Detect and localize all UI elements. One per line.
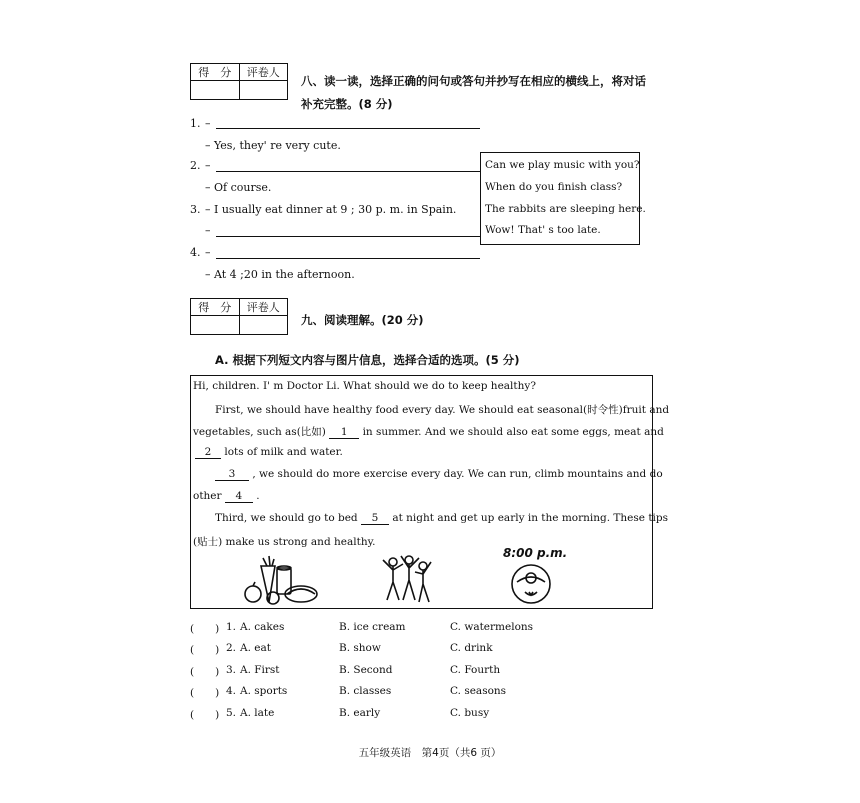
q4-dash: –	[205, 246, 211, 259]
part-a-title: A. 根据下列短文内容与图片信息，选择合适的选项。(5 分)	[215, 353, 520, 367]
mc-paren-2[interactable]: ( )	[190, 644, 220, 656]
q2-given-answer: – Of course.	[205, 181, 272, 194]
q1-answer-line[interactable]	[216, 128, 480, 129]
passage-text: .	[256, 490, 260, 502]
passage-line-7	[215, 512, 668, 525]
passage-text: lots of milk and water.	[224, 446, 343, 458]
mc-number-2: 2.	[226, 642, 237, 654]
mc-option-b-1: B. ice cream	[339, 621, 406, 633]
section8-title-line2: 补充完整。(8 分)	[301, 97, 393, 111]
grader-label: 评卷人	[239, 64, 287, 81]
healthy-food-illustration	[243, 554, 323, 606]
passage-line-4	[195, 446, 343, 459]
q2-answer-line[interactable]	[216, 171, 480, 172]
q1-number: 1.	[190, 117, 201, 130]
q1-dash: –	[205, 117, 211, 130]
mc-number-5: 5.	[226, 707, 237, 719]
passage-line-1: Hi, children. I' m Doctor Li. What should we do to keep healthy?	[193, 380, 536, 392]
mc-option-a-3: A. First	[240, 664, 280, 676]
q2-dash: –	[205, 159, 211, 172]
mc-option-a-4: A. sports	[240, 685, 288, 697]
passage-text: vegetables, such as(比如)	[193, 426, 326, 438]
score-label: 得 分	[191, 299, 240, 316]
mc-option-c-3: C. Fourth	[450, 664, 501, 676]
q3-prompt: – I usually eat dinner at 9 ; 30 p. m. in Spain.	[205, 203, 457, 216]
passage-text: in summer. And we should also eat some eggs, meat and	[362, 426, 664, 438]
grader-cell[interactable]	[239, 316, 287, 335]
option-2: When do you finish class?	[485, 181, 623, 193]
clock-time-label: 8:00 p.m.	[503, 546, 568, 560]
mc-option-c-5: C. busy	[450, 707, 490, 719]
mc-option-b-3: B. Second	[339, 664, 393, 676]
mc-option-b-5: B. early	[339, 707, 381, 719]
passage-line-3	[193, 424, 664, 439]
q4-given-answer: – At 4 ;20 in the afternoon.	[205, 268, 355, 281]
passage-line-5	[215, 468, 663, 481]
passage-box	[190, 375, 670, 609]
mc-option-c-2: C. drink	[450, 642, 493, 654]
passage-text: at night and get up early in the morning. These tips	[392, 512, 669, 524]
passage-text: other	[193, 490, 222, 502]
mc-option-b-2: B. show	[339, 642, 381, 654]
passage-line-2: First, we should have healthy food every day. We should eat seasonal(时令性)fruit and	[215, 404, 670, 416]
q4-answer-line[interactable]	[216, 258, 480, 259]
mc-option-b-4: B. classes	[339, 685, 392, 697]
q3-answer-line[interactable]	[216, 236, 480, 237]
q2-number: 2.	[190, 159, 201, 172]
q1-given-answer: – Yes, they' re very cute.	[205, 139, 341, 152]
exercise-illustration	[379, 550, 435, 606]
option-1: Can we play music with you?	[485, 159, 640, 171]
section9-title: 九、阅读理解。(20 分)	[301, 313, 424, 327]
section8-title-line1: 八、读一读，选择正确的问句或答句并抄写在相应的横线上，将对话	[301, 74, 646, 88]
passage-text: , we should do more exercise every day. We can run, climb mountains and do	[252, 468, 663, 480]
blank-3[interactable]: 3	[215, 468, 249, 481]
mc-paren-4[interactable]: ( )	[190, 687, 220, 699]
page-footer: 五年级英语 第4页（共6 页）	[358, 747, 502, 759]
mc-paren-1[interactable]: ( )	[190, 623, 220, 635]
mc-number-3: 3.	[226, 664, 237, 676]
blank-2[interactable]: 2	[195, 446, 221, 459]
score-table-8	[190, 63, 288, 100]
score-table-9	[190, 298, 288, 335]
grader-label: 评卷人	[239, 299, 287, 316]
blank-4[interactable]: 4	[225, 490, 253, 503]
mc-option-c-1: C. watermelons	[450, 621, 534, 633]
mc-number-1: 1.	[226, 621, 237, 633]
blank-5[interactable]: 5	[361, 512, 389, 525]
passage-line-6	[193, 490, 260, 503]
mc-number-4: 4.	[226, 685, 237, 697]
option-3: The rabbits are sleeping here.	[485, 203, 646, 215]
q3-dash: –	[205, 224, 211, 237]
score-cell[interactable]	[191, 81, 240, 100]
mc-paren-3[interactable]: ( )	[190, 666, 220, 678]
mc-option-a-5: A. late	[240, 707, 275, 719]
score-cell[interactable]	[191, 316, 240, 335]
mc-option-c-4: C. seasons	[450, 685, 507, 697]
blank-1[interactable]: 1	[329, 426, 359, 439]
mc-option-a-2: A. eat	[240, 642, 271, 654]
q3-number: 3.	[190, 203, 201, 216]
sleeping-illustration	[509, 562, 553, 606]
grader-cell[interactable]	[239, 81, 287, 100]
passage-line-8: (贴士) make us strong and healthy.	[193, 536, 376, 548]
passage-text: Third, we should go to bed	[215, 512, 358, 524]
score-label: 得 分	[191, 64, 240, 81]
option-4: Wow! That' s too late.	[485, 224, 601, 236]
q4-number: 4.	[190, 246, 201, 259]
section8-options-box	[480, 152, 646, 245]
mc-paren-5[interactable]: ( )	[190, 709, 220, 721]
mc-option-a-1: A. cakes	[240, 621, 285, 633]
